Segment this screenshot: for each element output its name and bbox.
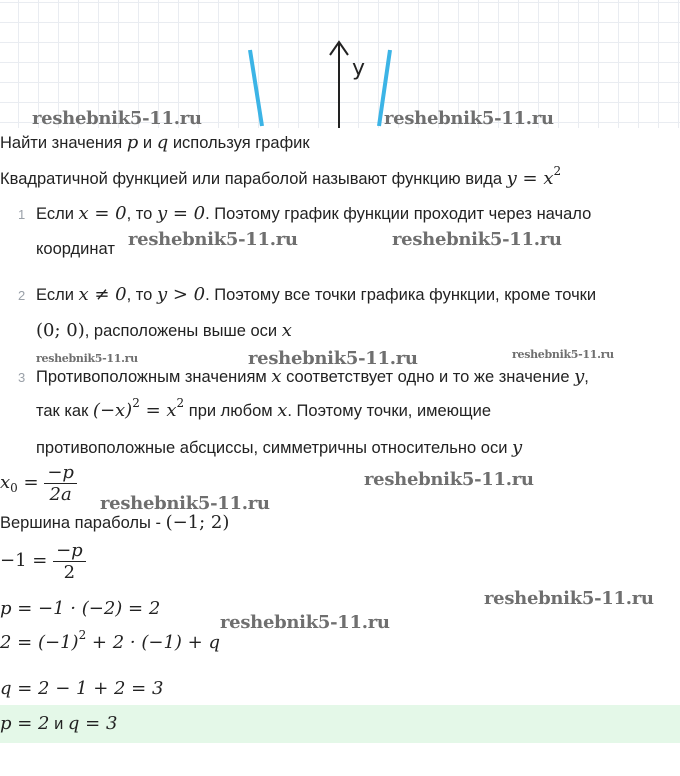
list-item-2-line-2: (0; 0), расположены выше оси x — [36, 320, 292, 341]
watermark: reshebnik5-11.ru — [100, 493, 270, 514]
watermark: reshebnik5-11.ru — [364, 469, 534, 490]
list-item-3-line-3: противоположные абсциссы, симметричны относительно оси y — [36, 437, 523, 458]
list-item-3-line-1: Противоположным значениям x соответствует одно и то же значение y, — [36, 366, 589, 387]
list-number: 3 — [18, 370, 26, 385]
list-number: 2 — [18, 288, 26, 303]
list-item-2-line-1: Если x ≠ 0, то y > 0. Поэтому все точки графика функции, кроме точки — [36, 284, 597, 305]
list-item-3-line-2: так как $(-x)^2 = x^2$ при любом x. Поэтому точки, имеющие — [36, 396, 492, 421]
watermark: reshebnik5-11.ru — [392, 229, 562, 250]
vertex-formula: $x_0$ = $\frac{-p}{2a}$ — [0, 462, 77, 506]
list-item-1-line-1: Если x = 0, то y = 0. Поэтому график функции проходит через начало — [36, 203, 592, 224]
watermark: reshebnik5-11.ru — [248, 348, 418, 369]
watermark: reshebnik5-11.ru — [512, 348, 614, 361]
list-item-1-line-2: координат — [36, 240, 115, 258]
definition-text: Квадратичной функцией или параболой называют функцию вида $y = x^2$ — [0, 164, 562, 189]
watermark: reshebnik5-11.ru — [384, 108, 554, 129]
watermark: reshebnik5-11.ru — [128, 229, 298, 250]
p-calculation: p = −1 · (−2) = 2 — [0, 598, 161, 619]
task-title: Найти значения p и q используя график — [0, 132, 310, 153]
equation-1: −1 = $\frac{-p}{2}$ — [0, 540, 86, 583]
watermark: reshebnik5-11.ru — [36, 352, 138, 365]
watermark: reshebnik5-11.ru — [32, 108, 202, 129]
answer-text: p = 2 и q = 3 — [0, 713, 118, 734]
watermark: reshebnik5-11.ru — [484, 588, 654, 609]
y-axis-label: y — [352, 56, 366, 81]
list-number: 1 — [18, 207, 26, 222]
parabola-left-branch — [250, 50, 262, 126]
q-result: q = 2 − 1 + 2 = 3 — [0, 678, 164, 699]
q-equation: $2 = (-1)^2 + 2 \cdot (-1) + q$ — [0, 628, 220, 653]
vertex-line: Вершина параболы - (−1; 2) — [0, 512, 230, 533]
watermark: reshebnik5-11.ru — [220, 612, 390, 633]
